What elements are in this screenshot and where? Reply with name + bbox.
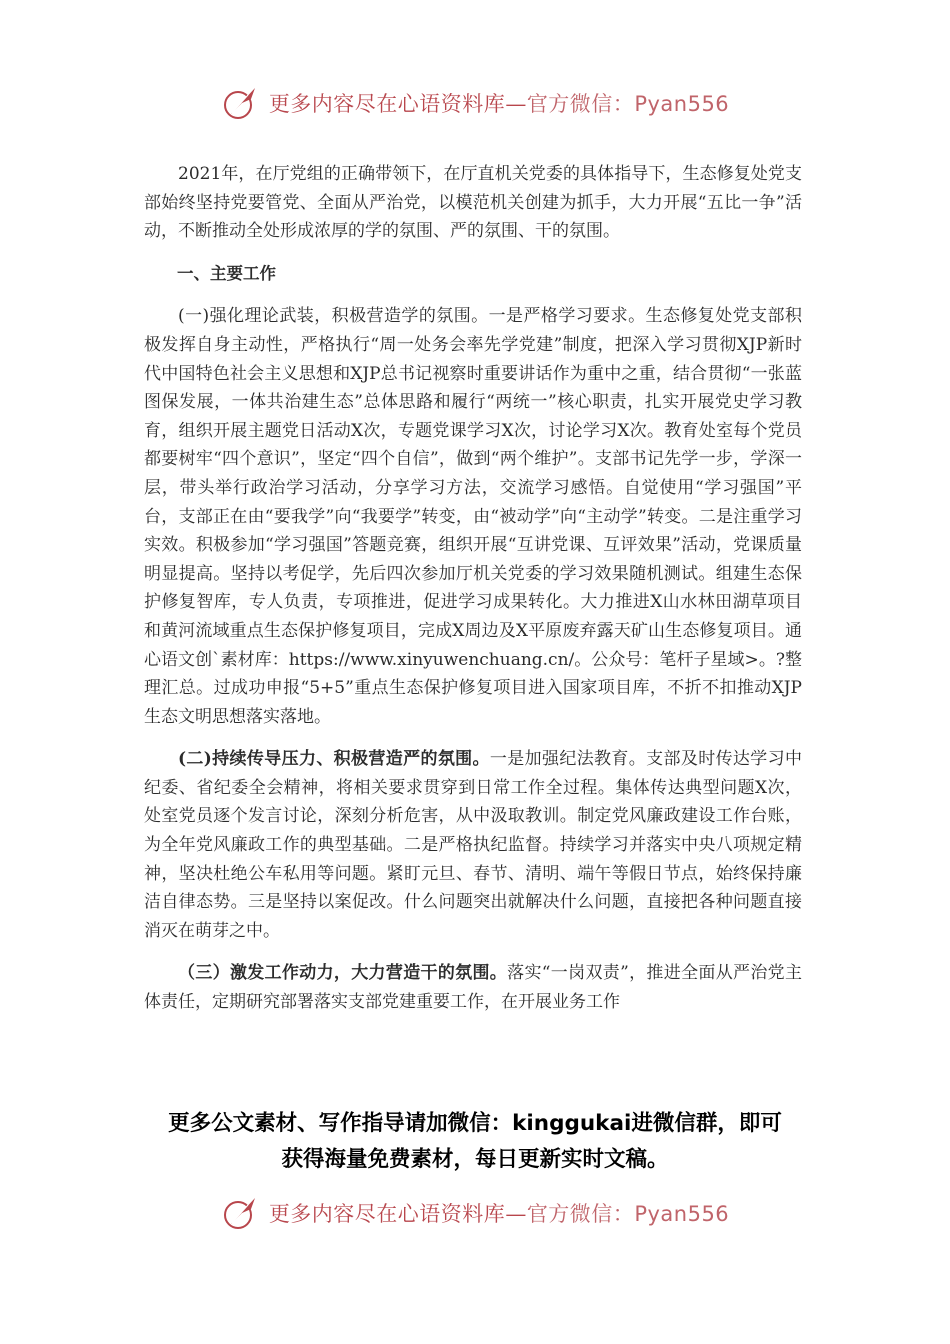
banner-text: 更多内容尽在心语资料库—官方微信：Pyan556 [268, 92, 730, 116]
promo-block [0, 1106, 950, 1178]
intro-paragraph: 2021年，在厅党组的正确带领下，在厅直机关党委的具体指导下，生态修复处党支部始终坚持党要管党、全面从严治党，以模范机关创建为抓手，大力开展“五比一争”活动，不断推动全处形成浓厚的学的氛围、严的氛围、干的氛围。 [144, 164, 802, 242]
header-banner [0, 80, 950, 126]
banner-text: 更多内容尽在心语资料库—官方微信：Pyan556 [268, 1202, 730, 1226]
section-3-title: （三）激发工作动力，大力营造干的氛围。 [178, 963, 508, 984]
document-body [144, 160, 802, 1031]
section-2-paragraph [144, 745, 802, 945]
promo-line-1: 更多公文素材、写作指导请加微信：kinggukai进微信群，即可 [168, 1111, 782, 1136]
section-2-text: 一是加强纪法教育。支部及时传达学习中纪委、省纪委全会精神，将相关要求贯穿到日常工作全过程。集体传达典型问题X次，处室党员逐个发言讨论，深刻分析危害，从中汲取教训。制定党风廉政建设工作台账，为全年党风廉政工作的典型基础。二是严格执纪监督。持续学习并落实中央八项规定精神，坚决杜绝公车私用等问题。紧盯元旦、春节、清明、端午等假日节点，始终保持廉洁自律态势。三是坚持以案促改。什么问题突出就解决什么问题，直接把各种问题直接消灭在萌芽之中。 [144, 749, 803, 941]
section-2-title: (二)持续传导压力、积极营造严的氛围。 [178, 749, 490, 770]
section-1-paragraph: (一)强化理论武装，积极营造学的氛围。一是严格学习要求。生态修复处党支部积极发挥自身主动性，严格执行“周一处务会率先学党建”制度，把深入学习贯彻XJP新时代中国特色社会主义思想和XJP总书记视察时重要讲话作为重中之重，结合贯彻“一张蓝图保发展，一体共治建生态”总体思路和履行“两统一”核心职责，扎实开展党史学习教育，组织开展主题党日活动X次，专题党课学习X次，讨论学习X次。教育处室每个党员都要树牢“四个意识”，坚定“四个自信”，做到“两个维护”。支部书记先学一步，学深一层，带头举行政治学习活动，分享学习方法，交流学习感悟。自觉使用“学习强国”平台，支部正在由“要我学”向“我要学”转变，由“被动学”向“主动学”转变。二是注重学习实效。积极参加“学习强国”答题竞赛，组织开展“互讲党课、互评效果”活动，党课质量明显提高。坚持以考促学，先后四次参加厅机关党委的学习效果随机测试。组建生态保护修复智库，专人负责，专项推进，促进学习成果转化。大力推进X山水林田湖草项目和黄河流域重点生态保护修复项目，完成X周边及X平原废弃露天矿山生态修复项目。通心语文创`素材库：https://www.xinyuwenchuang.cn/。公众号：笔杆子星域>。?整理汇总。过成功申报“5+5”重点生态保护修复项目进入国家项目库，不折不扣推动XJP生态文明思想落实落地。 [144, 306, 802, 727]
section-3-text: 落实“一岗双责”，推进全面从严治党主体责任，定期研究部署落实支部党建重要工作，在开展业务工作 [144, 963, 803, 1013]
promo-line-2: 获得海量免费素材，每日更新实时文稿。 [281, 1147, 669, 1172]
section-heading: 一、主要工作 [177, 263, 276, 283]
quill-logo-icon [221, 1193, 261, 1233]
quill-logo-icon [221, 83, 261, 123]
footer-banner [0, 1190, 950, 1236]
section-3-paragraph [144, 959, 802, 1016]
